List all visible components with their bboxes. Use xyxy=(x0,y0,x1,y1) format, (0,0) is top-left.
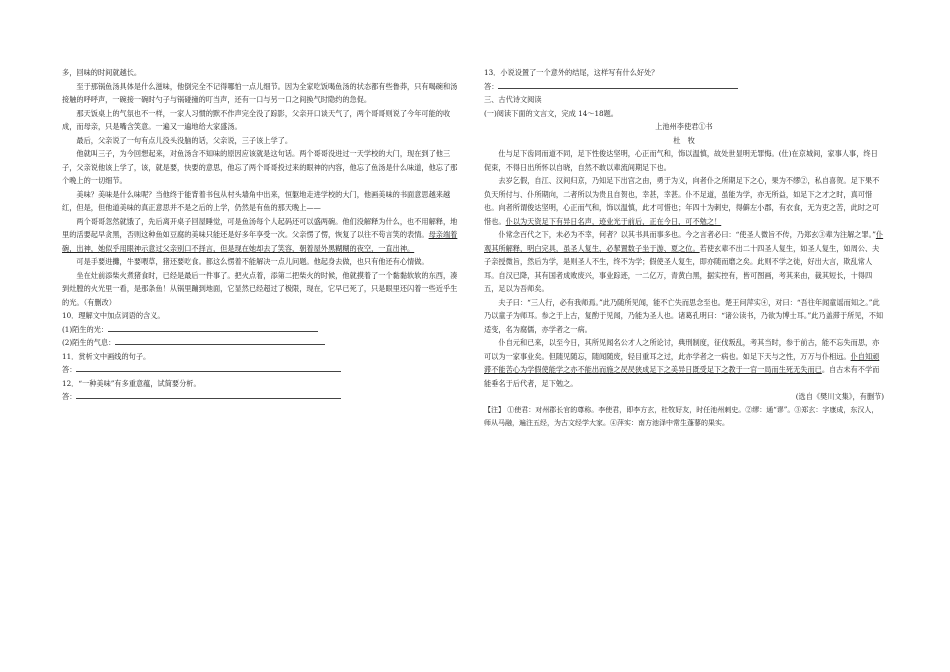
paragraph-text: 。自古未有不学而能垂名于后代者，足下勉之。 xyxy=(484,365,880,388)
section-instruction: (一)阅读下面的文言文，完成 14～18题。 xyxy=(484,108,618,118)
passage-paragraph: 仕与足下齿同而道不同，足下性俊达坚明，心正而气和，饰以温慎，故处世显明无罪悔。(仕)在京城间，家事人事，终日促束，不得日出所怀以自晓，自然不敢以辈流间期足下也。 xyxy=(484,149,878,172)
passage-paragraph: 那天饭桌上的气氛也不一样，一家人习惯的默不作声完全没了踪影，父亲开口谈天气了，两个哥哥则说了今年可能的收成，而母亲，只是嘴含笑意。一遍又一遍地给大家盛汤。 xyxy=(62,108,451,131)
paragraph-text: 仆常念百代之下，未必为不幸，何者？以其书具而事多也。今之言者必曰：“使圣人微旨不传，乃郑玄③辈为注解之罪。” xyxy=(498,230,876,239)
passage-title: 上池州李使君①书 xyxy=(655,122,713,131)
answer-blank[interactable] xyxy=(498,81,738,89)
item-label: (1)陌生的光： xyxy=(62,324,109,334)
passage-paragraph: 至于那锅鱼汤具体是什么滋味，他倒完全不记得哪怕一点儿细节。因为全家吃饭喝鱼汤的状态都有些鲁莽，只有喝碗和汤接触的呼呼声，一碗接一碗时勺子与锅碰撞的叮当声，还有一口与另一口之间换气时隐约的急促。 xyxy=(62,81,458,104)
passage-paragraph: 他就叫三子，为今回想起来，对鱼汤含不知味的原因应该就是这句话。两个哥哥没进过一天学校的大门，现在到了他三子，父亲说他该上学了，该，就是要，快要的意思，他忘了两个哥哥投过来的眼神的内容，他忘了鱼汤是什么味道，他忘了那个晚上的一切细节。 xyxy=(62,149,458,185)
annotation-notes: 【注】 ①使君：对州郡长官的尊称。李使君，即李方玄，杜牧好友，时任池州刺史。②缪：通“谬”。③郑玄：字康成，东汉人，师从马融，遍注五经，为古文经学大家。④萍实：南方池泽中常生蓬蓼的果实。 xyxy=(484,405,879,427)
paragraph-text: 仆自元和已来，以至今日，其所见闻名公才人之所论讨，典刑制度，征伐叛乱，考其当时，参于前古，能不忘失而思，亦可以为一家事业矣。但随见随忘，随闻随废，轻目重耳之过，此亦学者之一病也。如足下天与之性，万万与仆相远。 xyxy=(484,338,880,361)
passage-paragraph xyxy=(62,215,462,256)
answer-label: 答： xyxy=(484,81,499,91)
right-column xyxy=(484,66,884,431)
underlined-sentence: 母亲端着碗，出神，她似乎用眼神示意过父亲别口不择言，但是现在她却去了笑容，朝着屋外黑糊糊的夜空，一直出神。 xyxy=(62,230,458,253)
passage-paragraph: 多，回味的时间就越长。 xyxy=(62,68,142,77)
question-10-item-2 xyxy=(62,336,462,350)
passage-paragraph xyxy=(484,336,884,390)
paragraph-text: 两个哥哥忽然就饿了，先后离开桌子回屋睡觉，可是鱼汤每个人起码还可以盛两碗。他们没解释为什么，也不用解释，地里的活要起早贪黑，否则这种鱼如豆腐的美味只能还是好多年享受一次。父亲愣了愣，恢复了以往不苟言笑的表情。 xyxy=(62,216,458,239)
answer-line xyxy=(62,390,462,404)
passage-paragraph xyxy=(484,228,884,296)
passage-paragraph: 最后，父亲说了一句有点儿没头没脑的话，父亲说，三子该上学了。 xyxy=(76,135,293,145)
underlined-sentence: 仆自知顽滞不能苦心为学假使能学之亦不能出而施之昃昃狭成足下之美异日既受足下之教于一官一局而生死无失而已 xyxy=(484,351,880,374)
question-12: 12．“一种美味”有多重意蕴，试简要分析。 xyxy=(62,378,201,388)
answer-blank[interactable] xyxy=(76,391,341,399)
question-10: 10．理解文中加点词语的含义。 xyxy=(62,311,165,320)
answer-blank[interactable] xyxy=(115,337,325,345)
passage-author: 杜 牧 xyxy=(673,135,695,145)
passage-source: (选自《樊川文集》，有删节) xyxy=(795,392,884,401)
answer-label: 答： xyxy=(62,392,77,401)
paragraph-text: 若使玄辈不出二十四圣人复生，如圣人复生，如周公、夫子亲授微旨，然后为学，是则圣人不生，终不为学；假使圣人复生，即亦随而磨之矣。此则不学之徒，好出大言，欺乱常人耳。自汉已降，其有国者成败废兴，事业踪迹，一二亿万，青黄白黑，据实控有，皆可图画，考其来由，裁其短长，十得四五，足以为吾师矣。 xyxy=(484,243,880,293)
question-13: 13．小说设置了一个意外的结尾，这样写有什么好处？ xyxy=(484,68,659,77)
paragraph-text: 去岁乞假，自江、汉间归京，乃知足下出宫之由，勇于为义，向者仆之所期足下之心，果为不缪②，私自喜贺。足下果不负天所付与、仆所期向，二者所以为贵且自贺也，幸甚，幸甚。仆不足道，虽能为学，亦无所益，如足下之才之时，真可惜也。向者所谓俊达坚明，心正而气和，饰以温慎，此才可惜也；年四十为刺史，得僻左小郡，有衣食，无为吏之苦，此时之可惜也。 xyxy=(484,176,880,226)
passage-paragraph xyxy=(484,174,884,228)
answer-line xyxy=(62,363,462,377)
answer-blank[interactable] xyxy=(108,324,318,332)
answer-line xyxy=(484,80,884,94)
section-heading: 三、古代诗文阅读 xyxy=(484,95,542,104)
question-11: 11．赏析文中画线的句子。 xyxy=(62,351,151,361)
answer-label: 答： xyxy=(62,365,77,374)
passage-paragraph: 美味？美味是什么味呢？当他终于能背着书包从村头墙角中出来，恒躯地走进学校的大门，他画美味的书面意思越来越红，但是，但他道美味的真正意思并不是之后的上学，仍然是有鱼的那天晚上—— xyxy=(62,189,451,212)
left-column xyxy=(62,66,462,404)
passage-paragraph: 可是手要进攤，牛要喂草，猪还要吃食。都这么愣着不能解决一点儿问题。他起身去做，也只有他还有心情做。 xyxy=(76,257,429,266)
question-10-item-1 xyxy=(62,323,462,337)
answer-blank[interactable] xyxy=(76,364,341,372)
item-label: (2)陌生的气息： xyxy=(62,338,116,347)
passage-paragraph: 坐在灶前添柴火煮猪食时，已经是最后一件事了。把火点着，添第二把柴火的时候，他就摸着了一个黏黏软软的东西，凑到灶膛的火光里一看，是那条鱼！从锅里蹦到地面，它显然已经超过了极限，现在，它早已死了，只是眼里还闪着一些近乎生的光。（有删改） xyxy=(62,270,458,307)
underlined-sentence: 仆观其所解释，明白完具，虽圣人复生，必挈置数子坐于游、夏之位。 xyxy=(484,230,884,253)
underlined-sentence: 仆以为天资足下有异日名声，迹业光于前后，正在今日，可不勉之！ xyxy=(505,216,722,226)
passage-paragraph: 夫子曰：“三人行，必有我师焉。”此乃随所见闻，能不亡失而思念至也。楚王问萍实④，对曰：“吾往年闻童谣而知之。”此乃以童子为师耳。参之于上古，复酌于见闻，乃能为圣人也。诸葛孔明曰：“诸公读书，乃欲为博士耳。”此乃盖滞于所见，不知适变，名为腐儒，亦学者之一病。 xyxy=(484,297,884,334)
